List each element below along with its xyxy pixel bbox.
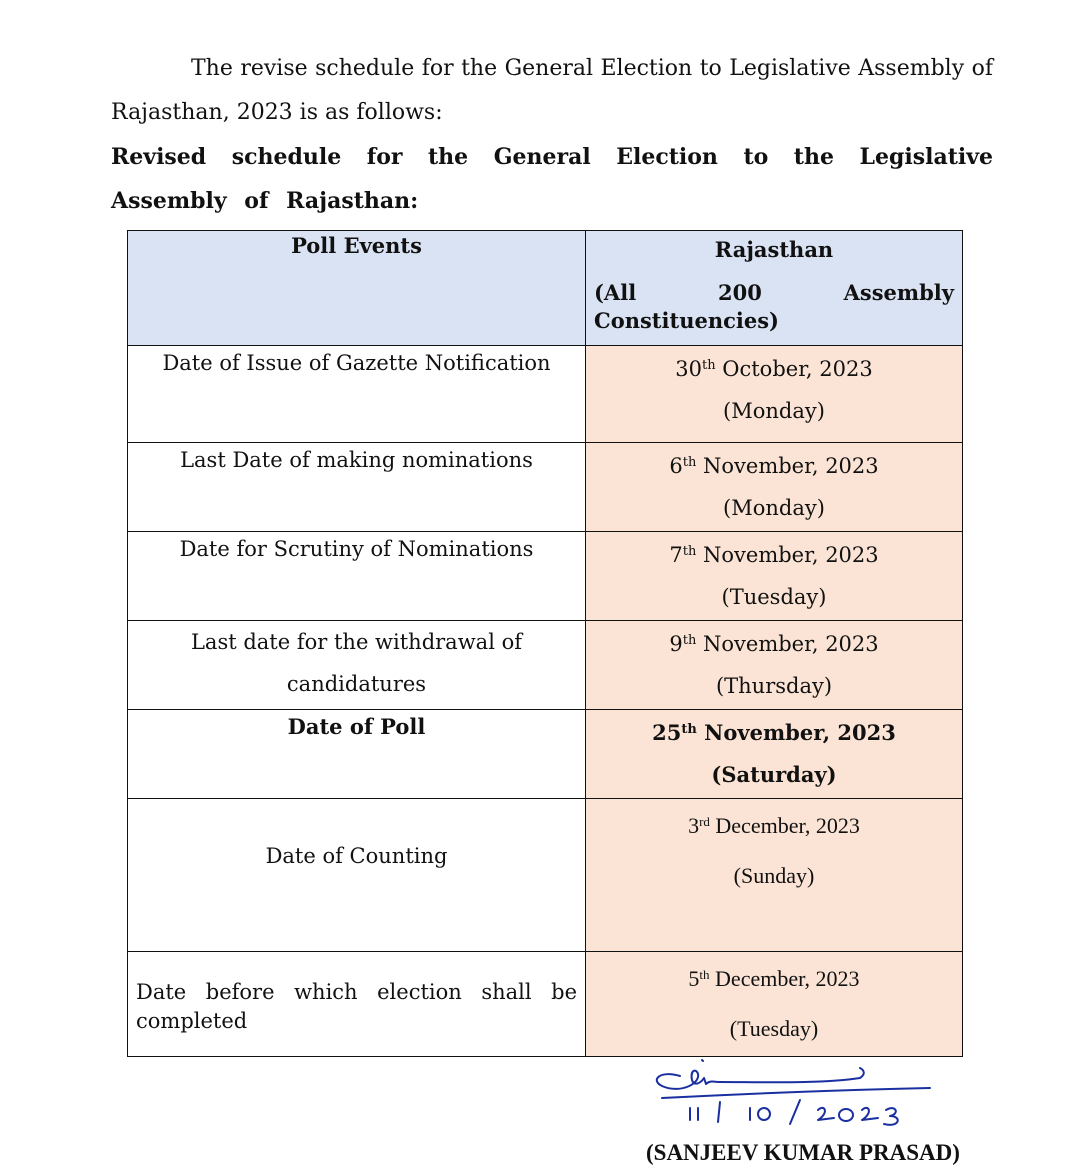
signature-icon [640,1040,1000,1130]
date-cell: 30th October, 2023 (Monday) [586,346,963,443]
weekday: (Tuesday) [721,585,827,609]
table-header-row [128,231,963,346]
weekday: (Tuesday) [729,1016,819,1041]
header-sub-word: 200 [717,280,762,305]
date-cell: 9th November, 2023 (Thursday) [586,621,963,710]
table-row [128,799,963,952]
event-cell: Last Date of making nominations [128,443,586,532]
event-cell: Date before which election shall be completed [128,952,586,1057]
table-row [128,443,963,532]
event-cell: Date for Scrutiny of Nominations [128,532,586,621]
header-rajasthan [586,231,963,346]
header-sub-line2: Constituencies) [594,308,779,333]
signature [640,1040,1000,1130]
weekday: (Monday) [723,496,825,520]
header-sub-word: (All [594,280,637,305]
table-row [128,532,963,621]
weekday: (Saturday) [711,762,837,787]
date-cell: 5th December, 2023 (Tuesday) [586,952,963,1057]
event-cell: Date of Issue of Gazette Notification [128,346,586,443]
table-row [128,346,963,443]
intro-paragraph [111,47,993,135]
header-state-subtitle [594,279,954,335]
header-state-title: Rajasthan [714,237,834,262]
event-cell: Last date for the withdrawal of candidatures [128,621,586,710]
date-cell: 7th November, 2023 (Tuesday) [586,532,963,621]
weekday: (Thursday) [715,674,833,698]
event-cell: Date of Poll [128,710,586,799]
header-poll-events: Poll Events [128,231,586,346]
event-cell: Date of Counting [128,799,586,952]
weekday: (Sunday) [733,863,815,888]
schedule-table [127,230,963,1057]
signatory-name: (SANJEEV KUMAR PRASAD) [646,1140,960,1165]
weekday: (Monday) [723,399,825,423]
table-row [128,621,963,710]
date-cell: 25th November, 2023 (Saturday) [586,710,963,799]
section-heading: Revised schedule for the General Election to the Legislative Assembly of Rajasthan: [111,144,993,214]
intro-text: The revise schedule for the General Election to Legislative Assembly of Rajasthan, 2023 is as follows: [111,56,993,125]
date-cell: 6th November, 2023 (Monday) [586,443,963,532]
table-row-poll-date [128,710,963,799]
header-sub-word: Assembly [843,280,954,305]
date-cell: 3rd December, 2023 (Sunday) [586,799,963,952]
